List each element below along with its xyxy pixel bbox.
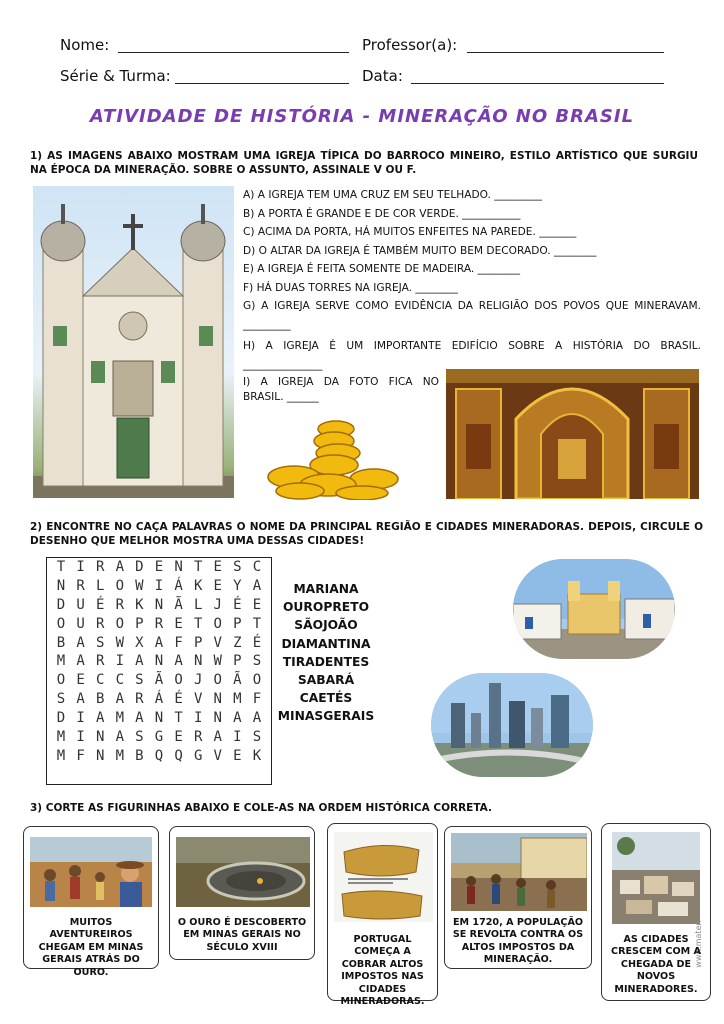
name-line[interactable]: [118, 52, 349, 53]
options-list: [243, 186, 701, 374]
grid-row: [47, 653, 271, 672]
grid-letter[interactable]: Ã: [233, 672, 242, 689]
grid-letter[interactable]: S: [252, 653, 262, 670]
grid-letter[interactable]: U: [76, 596, 85, 613]
grid-letter[interactable]: R: [95, 615, 105, 632]
grid-letter[interactable]: E: [213, 559, 222, 575]
grid-letter[interactable]: A: [115, 559, 124, 575]
colonial-town-drawing: [513, 559, 675, 659]
altar-drawing: [446, 369, 699, 499]
grid-row: [47, 748, 271, 767]
grid-letter[interactable]: P: [135, 615, 144, 632]
grid-letter[interactable]: Ã: [154, 672, 164, 689]
grid-letter[interactable]: J: [193, 672, 203, 689]
grid-letter[interactable]: E: [174, 729, 183, 746]
grid-letter[interactable]: S: [135, 729, 144, 746]
gold-pan-image: [176, 837, 310, 907]
grid-letter[interactable]: O: [174, 672, 183, 689]
gold-coins-drawing: [264, 407, 402, 500]
question-1: 1) AS IMAGENS ABAIXO MOSTRAM UMA IGREJA TÍPICA DO BARROCO MINEIRO, ESTILO ARTÍSTICO QUE SURGIU NA ÉPOCA DA MINERAÇÃO. SOBRE O ASSUNTO, ASSINALE V OU F.: [30, 150, 698, 176]
sticker-text-2: O OURO É DESCOBERTO EM MINAS GERAIS NO SÉCULO XVIII: [177, 917, 307, 953]
grid-letter[interactable]: L: [193, 596, 203, 613]
word-item: OUROPRETO: [282, 600, 370, 615]
grid-letter[interactable]: B: [135, 747, 144, 764]
grid-letter[interactable]: R: [135, 691, 144, 708]
teacher-line[interactable]: [467, 52, 664, 53]
sticker-text-1: MUITOS AVENTUREIROS CHEGAM EM MINAS GERAIS ATRÁS DO OURO.: [38, 917, 144, 978]
grid-letter[interactable]: D: [56, 596, 66, 613]
grid-letter[interactable]: F: [174, 634, 183, 651]
gold-bars-drawing: [334, 832, 433, 922]
option-h[interactable]: H) A IGREJA É UM IMPORTANTE EDIFÍCIO SOBRE A HISTÓRIA DO BRASIL. _______________: [243, 340, 701, 371]
grid-row: [47, 635, 271, 654]
grid-letter[interactable]: N: [174, 559, 183, 575]
grid-letter[interactable]: A: [115, 729, 124, 746]
grid-letter[interactable]: E: [174, 615, 183, 632]
grid-letter[interactable]: Á: [154, 691, 164, 708]
grid-letter[interactable]: D: [56, 710, 66, 727]
grid-letter[interactable]: I: [76, 710, 85, 727]
grid-letter[interactable]: E: [213, 577, 222, 594]
grid-letter[interactable]: J: [213, 596, 222, 613]
grid-letter[interactable]: O: [252, 672, 262, 689]
gold-pan-drawing: [176, 837, 310, 907]
adventurers-image: [30, 837, 152, 907]
grid-letter[interactable]: A: [76, 653, 85, 670]
grid-letter[interactable]: P: [193, 634, 203, 651]
class-line[interactable]: [175, 83, 349, 84]
grid-letter[interactable]: W: [135, 577, 144, 594]
grid-letter[interactable]: E: [154, 559, 164, 575]
grid-letter[interactable]: Z: [233, 634, 242, 651]
grid-letter[interactable]: O: [115, 577, 124, 594]
word-list: [276, 580, 376, 726]
grid-letter[interactable]: O: [213, 615, 222, 632]
grid-letter[interactable]: E: [233, 747, 242, 764]
grid-letter[interactable]: Y: [233, 577, 242, 594]
church-image: [33, 186, 234, 498]
watermark: www.materi: [694, 920, 703, 968]
grid-letter[interactable]: R: [115, 596, 124, 613]
page-title: ATIVIDADE DE HISTÓRIA - MINERAÇÃO NO BRASIL: [89, 106, 635, 127]
grid-letter[interactable]: B: [95, 691, 105, 708]
sticker-card-2[interactable]: [169, 826, 315, 960]
grid-letter[interactable]: P: [233, 615, 242, 632]
grid-letter[interactable]: N: [213, 710, 222, 727]
sticker-card-3[interactable]: [327, 823, 438, 1008]
grid-letter[interactable]: D: [135, 559, 144, 575]
grid-row: [47, 672, 271, 691]
growing-city-drawing: [612, 832, 700, 924]
grid-letter[interactable]: A: [174, 653, 183, 670]
grid-letter[interactable]: K: [193, 577, 203, 594]
option-i[interactable]: I) A IGREJA DA FOTO FICA NO BRASIL. ______: [243, 376, 439, 403]
grid-letter[interactable]: O: [56, 672, 66, 689]
option-c[interactable]: C) ACIMA DA PORTA, HÁ MUITOS ENFEITES NA PAREDE. _______: [243, 226, 577, 238]
grid-letter[interactable]: K: [135, 596, 144, 613]
grid-row: [47, 691, 271, 710]
grid-letter[interactable]: Q: [154, 747, 164, 764]
grid-letter[interactable]: I: [193, 710, 203, 727]
grid-letter[interactable]: Á: [174, 577, 183, 594]
adventurers-drawing: [30, 837, 152, 907]
grid-letter[interactable]: Q: [174, 747, 183, 764]
grid-letter[interactable]: U: [76, 615, 85, 632]
sticker-text-3: PORTUGAL COMEÇA A COBRAR ALTOS IMPOSTOS NAS CIDADES MINERADORAS.: [340, 934, 425, 1008]
grid-letter[interactable]: A: [95, 710, 105, 727]
grid-letter[interactable]: I: [76, 729, 85, 746]
word-item: MINASGERAIS: [277, 709, 375, 724]
date-line[interactable]: [411, 83, 664, 84]
question-3: 3) CORTE AS FIGURINHAS ABAIXO E COLE-AS NA ORDEM HISTÓRICA CORRETA.: [30, 802, 492, 814]
colonial-town-image[interactable]: [513, 559, 675, 659]
date-label: Data:: [362, 67, 403, 85]
name-label: Nome:: [60, 36, 110, 54]
grid-letter[interactable]: G: [193, 747, 203, 764]
grid-letter[interactable]: T: [56, 559, 66, 575]
grid-letter[interactable]: W: [213, 653, 222, 670]
grid-row: [47, 616, 271, 635]
grid-letter[interactable]: A: [213, 729, 222, 746]
grid-letter[interactable]: A: [252, 577, 262, 594]
option-g[interactable]: G) A IGREJA SERVE COMO EVIDÊNCIA DA RELIGIÃO DOS POVOS QUE MINERAVAM. _________: [243, 300, 701, 331]
grid-letter[interactable]: F: [76, 747, 85, 764]
modern-city-image[interactable]: [431, 673, 593, 777]
grid-letter[interactable]: L: [95, 577, 105, 594]
grid-letter[interactable]: Ã: [174, 596, 183, 613]
revolt-image: [451, 833, 587, 911]
option-d[interactable]: D) O ALTAR DA IGREJA É TAMBÉM MUITO BEM DECORADO. ________: [243, 244, 597, 257]
sticker-card-5[interactable]: [601, 823, 711, 1001]
word-search-grid[interactable]: [46, 557, 272, 785]
grid-letter[interactable]: T: [252, 615, 262, 632]
question-2: 2) ENCONTRE NO CAÇA PALAVRAS O NOME DA PRINCIPAL REGIÃO E CIDADES MINERADORAS. DEPOIS, CIRCULE O DESENHO QUE MELHOR MOSTRA UMA DESSAS CIDADES!: [30, 521, 703, 547]
grid-letter[interactable]: E: [76, 672, 85, 689]
grid-letter[interactable]: N: [154, 710, 164, 727]
grid-letter[interactable]: M: [115, 747, 124, 764]
grid-letter[interactable]: A: [135, 710, 144, 727]
grid-letter[interactable]: A: [76, 691, 85, 708]
grid-letter[interactable]: R: [193, 729, 203, 746]
grid-letter[interactable]: É: [174, 691, 183, 708]
grid-letter[interactable]: S: [95, 634, 105, 651]
grid-letter[interactable]: N: [95, 747, 105, 764]
grid-letter[interactable]: B: [56, 634, 66, 651]
growing-city-image: [612, 832, 700, 924]
grid-letter[interactable]: T: [193, 559, 203, 575]
grid-letter[interactable]: S: [233, 559, 242, 575]
grid-letter[interactable]: A: [154, 634, 164, 651]
grid-letter[interactable]: R: [154, 615, 164, 632]
word-item: DIAMANTINA: [281, 636, 371, 651]
grid-letter[interactable]: A: [76, 634, 85, 651]
grid-letter[interactable]: O: [115, 615, 124, 632]
grid-letter[interactable]: P: [233, 653, 242, 670]
sticker-text-5: AS CIDADES CRESCEM COM A CHEGADA DE NOVOS MINERADORES.: [611, 934, 701, 995]
gold-coins-image: [264, 407, 402, 500]
grid-row: [47, 559, 271, 578]
grid-row: [47, 578, 271, 597]
grid-letter[interactable]: N: [193, 653, 203, 670]
grid-letter[interactable]: N: [154, 653, 164, 670]
grid-row: [47, 597, 271, 616]
grid-letter[interactable]: C: [115, 672, 124, 689]
option-e[interactable]: E) A IGREJA É FEITA SOMENTE DE MADEIRA. ________: [243, 263, 521, 275]
grid-letter[interactable]: É: [252, 634, 262, 651]
grid-letter[interactable]: M: [233, 691, 242, 708]
grid-letter[interactable]: N: [95, 729, 105, 746]
option-b[interactable]: B) A PORTA É GRANDE E DE COR VERDE. ___________: [243, 207, 521, 220]
grid-letter[interactable]: E: [252, 596, 262, 613]
sticker-card-1[interactable]: [23, 826, 159, 978]
option-a[interactable]: A) A IGREJA TEM UMA CRUZ EM SEU TELHADO. _________: [243, 189, 542, 201]
grid-letter[interactable]: A: [233, 710, 242, 727]
grid-letter[interactable]: C: [95, 672, 105, 689]
grid-letter[interactable]: V: [193, 691, 203, 708]
grid-letter[interactable]: R: [95, 653, 105, 670]
sticker-card-4[interactable]: [444, 826, 592, 969]
grid-letter[interactable]: A: [252, 710, 262, 727]
grid-letter[interactable]: S: [135, 672, 144, 689]
option-f[interactable]: F) HÁ DUAS TORRES NA IGREJA. ________: [243, 281, 458, 294]
grid-letter[interactable]: G: [154, 729, 164, 746]
grid-letter[interactable]: A: [115, 691, 124, 708]
grid-letter[interactable]: M: [56, 729, 66, 746]
grid-letter[interactable]: I: [76, 559, 85, 575]
grid-letter[interactable]: V: [213, 634, 222, 651]
grid-letter[interactable]: M: [56, 653, 66, 670]
grid-letter[interactable]: T: [193, 615, 203, 632]
grid-letter[interactable]: É: [95, 596, 105, 613]
grid-letter[interactable]: K: [252, 747, 262, 764]
word-item: CAETÉS: [299, 691, 353, 706]
gold-bars-image: [334, 832, 433, 922]
grid-letter[interactable]: O: [213, 672, 222, 689]
word-item: TIRADENTES: [282, 654, 370, 669]
church-drawing: [33, 186, 234, 498]
grid-letter[interactable]: M: [56, 747, 66, 764]
grid-letter[interactable]: R: [95, 559, 105, 575]
class-label: Série & Turma:: [60, 67, 171, 85]
grid-letter[interactable]: O: [56, 615, 66, 632]
altar-image: [446, 369, 699, 499]
grid-letter[interactable]: N: [154, 596, 164, 613]
grid-letter[interactable]: R: [76, 577, 85, 594]
grid-letter[interactable]: I: [233, 729, 242, 746]
grid-letter[interactable]: S: [252, 729, 262, 746]
grid-letter[interactable]: A: [135, 653, 144, 670]
word-item: SÃOJOÃO: [294, 618, 358, 633]
grid-letter[interactable]: T: [174, 710, 183, 727]
grid-letter[interactable]: W: [115, 634, 124, 651]
word-item: MARIANA: [293, 582, 359, 596]
grid-letter[interactable]: S: [56, 691, 66, 708]
word-item: SABARÁ: [297, 673, 355, 688]
grid-letter[interactable]: V: [213, 747, 222, 764]
grid-letter[interactable]: M: [115, 710, 124, 727]
grid-letter[interactable]: I: [115, 653, 124, 670]
grid-letter[interactable]: X: [135, 634, 144, 651]
grid-letter[interactable]: N: [213, 691, 222, 708]
teacher-label: Professor(a):: [362, 36, 458, 54]
grid-row: [47, 710, 271, 729]
grid-row: [47, 729, 271, 748]
grid-letter[interactable]: N: [56, 577, 66, 594]
grid-letter[interactable]: I: [154, 577, 164, 594]
modern-city-drawing: [431, 673, 593, 777]
grid-letter[interactable]: É: [233, 596, 242, 613]
grid-letter[interactable]: F: [252, 691, 262, 708]
grid-letter[interactable]: C: [252, 559, 262, 575]
sticker-text-4: EM 1720, A POPULAÇÃO SE REVOLTA CONTRA OS ALTOS IMPOSTOS DA MINERAÇÃO.: [452, 917, 584, 966]
revolt-drawing: [451, 833, 587, 911]
